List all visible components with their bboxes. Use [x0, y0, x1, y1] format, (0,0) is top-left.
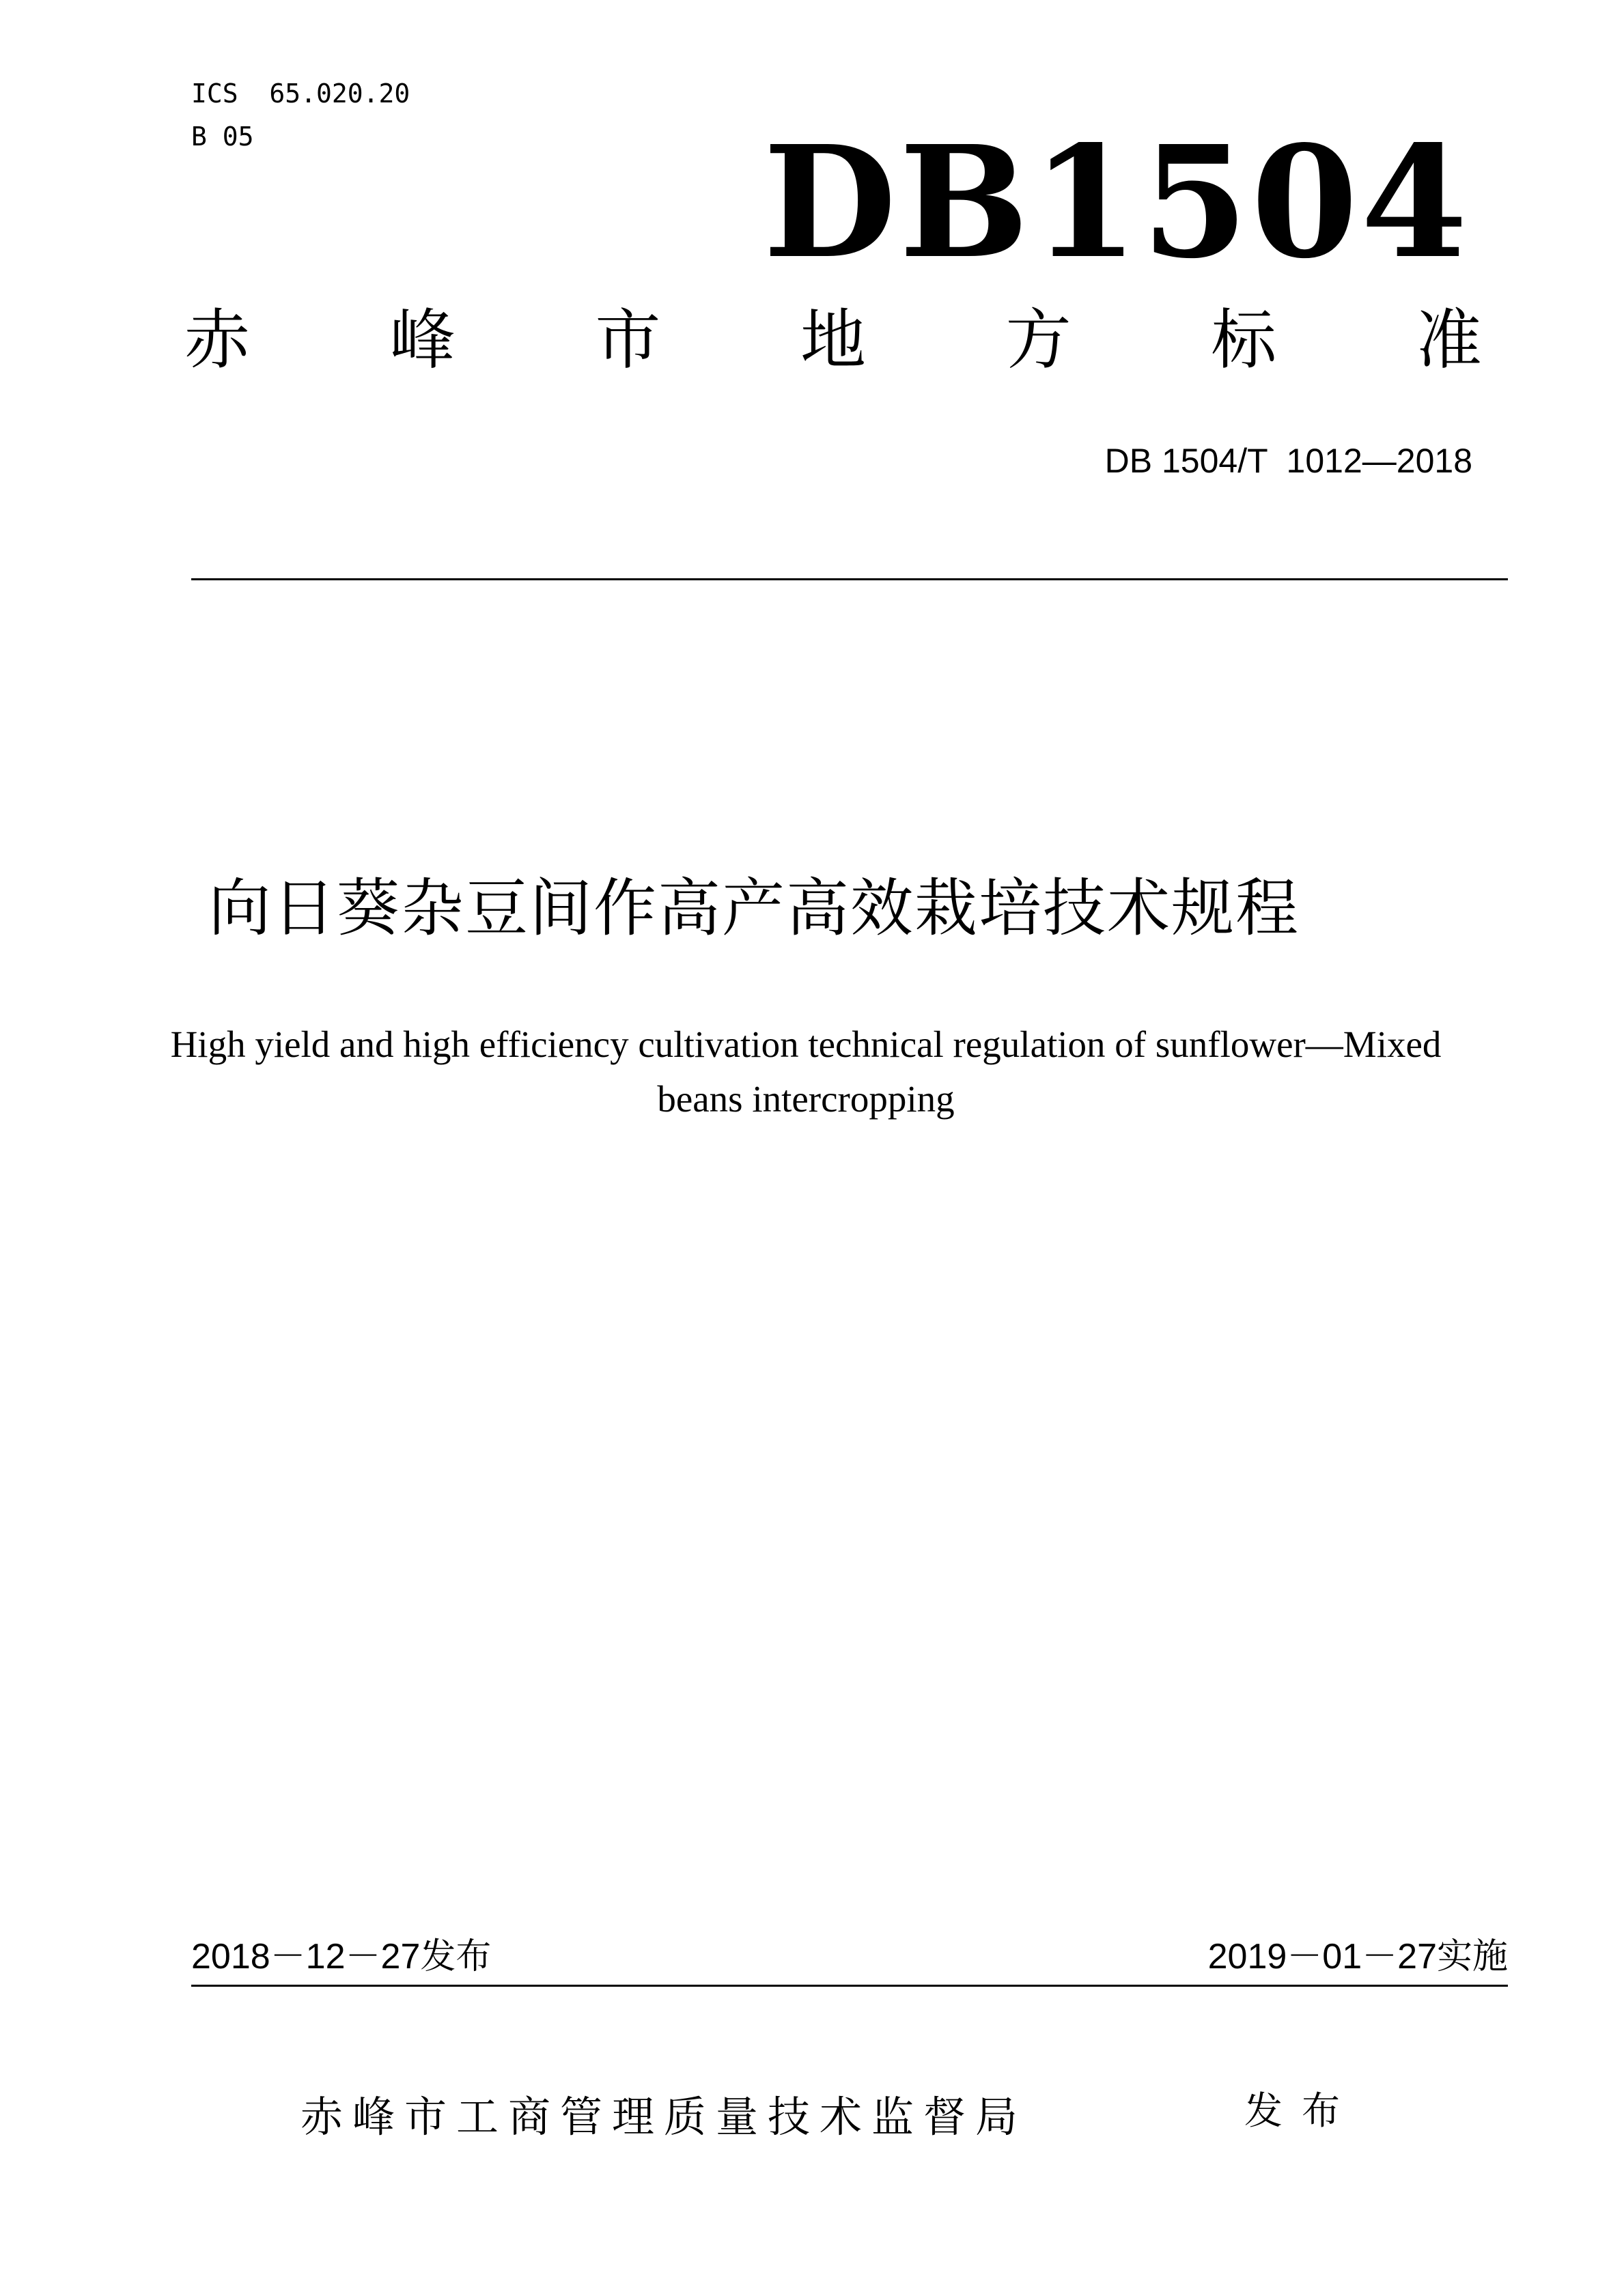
standard-type-char: 赤: [184, 302, 250, 378]
standard-type-char: 峰: [389, 302, 456, 378]
title-english-line: beans intercropping: [657, 1078, 955, 1120]
standard-type-char: 准: [1416, 302, 1482, 378]
implementation-date: 2019－01－27实施: [1207, 1937, 1508, 1976]
standard-type-char: 标: [1211, 302, 1277, 378]
standard-type-char: 地: [800, 302, 866, 378]
title-english-line: High yield and high efficiency cultivation technical regulation of sunflower—Mixed: [170, 1023, 1442, 1065]
standard-type-char: 市: [595, 302, 661, 378]
standard-code-logo: DB1504: [763, 113, 1470, 293]
standard-type-char: 方: [1005, 302, 1072, 378]
issuing-authority: 赤峰市工商管理质量技术监督局: [300, 2092, 1028, 2142]
ics-code: ICS 65.020.20: [191, 79, 410, 109]
header-divider: [191, 578, 1508, 580]
document-title-chinese: 向日葵杂豆间作高产高效栽培技术规程: [208, 872, 1300, 945]
issue-date: 2018－12－27发布: [191, 1937, 492, 1976]
publish-label: 发布: [1244, 2089, 1359, 2134]
standard-type-heading: [184, 302, 1482, 378]
standard-number: DB 1504/T 1012—2018: [1104, 442, 1472, 480]
footer-divider: [191, 1985, 1508, 1987]
document-title-english: [157, 1017, 1455, 1126]
classification-code: B 05: [191, 122, 254, 152]
